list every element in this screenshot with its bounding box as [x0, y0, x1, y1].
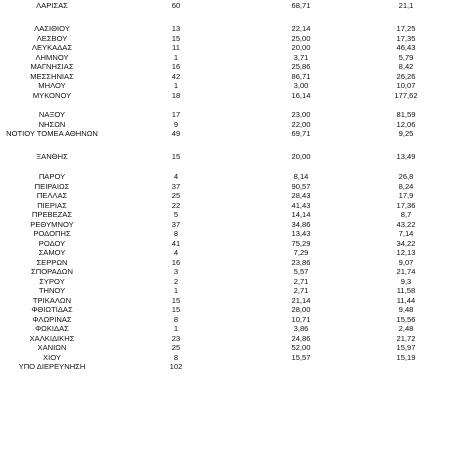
change-value: 11,58	[396, 286, 416, 295]
region-name: ΠΕΙΡΑΙΩΣ	[34, 181, 70, 191]
table-row	[0, 1, 453, 11]
case-count: 8	[173, 352, 179, 362]
table-row	[0, 129, 453, 139]
table-row	[0, 201, 453, 211]
table-row	[0, 62, 453, 72]
table-row	[0, 305, 453, 315]
rate-value: 41,43	[291, 200, 311, 210]
table-row	[0, 152, 453, 162]
change-value: 7,14	[398, 229, 414, 238]
case-count: 8	[173, 314, 179, 324]
table-row	[0, 324, 453, 334]
change-value: 9,3	[400, 276, 412, 286]
case-count: 102	[169, 362, 183, 371]
table-row	[0, 191, 453, 201]
change-value: 13,49	[396, 152, 416, 161]
region-name: ΜΥΚΟΝΟΥ	[32, 90, 72, 100]
region-name: ΛΑΡΙΣΑΣ	[36, 1, 68, 10]
rate-value: 34,86	[291, 219, 311, 229]
rate-value: 22,14	[291, 24, 311, 33]
change-value: 9,25	[398, 129, 414, 138]
case-count: 22	[171, 200, 181, 210]
rate-value: 20,00	[291, 152, 311, 161]
region-name: ΝΗΣΩΝ	[38, 119, 66, 129]
case-count: 1	[173, 286, 179, 295]
table-row	[0, 277, 453, 287]
case-count: 25	[171, 191, 181, 200]
region-name: ΦΘΙΩΤΙΔΑΣ	[31, 305, 73, 314]
region-name: ΞΑΝΘΗΣ	[36, 152, 68, 161]
change-value: 9,07	[398, 257, 414, 267]
change-value: 17,36	[396, 200, 416, 210]
case-count: 23	[171, 333, 181, 343]
case-count: 37	[171, 219, 181, 229]
change-value: 11,44	[396, 295, 416, 305]
region-name: ΛΑΣΙΘΙΟΥ	[34, 24, 70, 33]
change-value: 10,07	[396, 81, 416, 90]
region-name: ΤΡΙΚΑΛΩΝ	[32, 295, 72, 305]
case-count: 60	[171, 1, 181, 10]
rate-value: 75,29	[291, 238, 311, 248]
rate-value: 14,14	[291, 210, 311, 219]
case-count: 13	[171, 24, 181, 33]
table-row	[0, 24, 453, 34]
table-row	[0, 334, 453, 344]
region-name: ΝΟΤΙΟΥ ΤΟΜΕΑ ΑΘΗΝΩΝ	[6, 129, 98, 138]
change-value: 15,19	[396, 352, 416, 362]
case-count: 15	[171, 305, 181, 314]
change-value: 26,8	[398, 172, 414, 181]
change-value: 26,26	[396, 71, 416, 81]
table-row	[0, 229, 453, 239]
case-count: 49	[171, 129, 181, 138]
rate-value: 20,00	[291, 43, 311, 52]
rate-value: 2,71	[293, 276, 309, 286]
region-name: ΡΕΘΥΜΝΟΥ	[30, 219, 74, 229]
region-name: ΛΕΥΚΑΔΑΣ	[31, 43, 73, 52]
table-row	[0, 267, 453, 277]
table-row	[0, 248, 453, 258]
table-row	[0, 315, 453, 325]
case-count: 11	[172, 43, 180, 52]
rate-value: 68,71	[291, 1, 311, 10]
region-name: ΤΗΝΟΥ	[38, 286, 66, 295]
case-count: 17	[171, 110, 181, 119]
case-count: 1	[173, 81, 179, 90]
change-value: 46,43	[396, 43, 416, 52]
case-count: 42	[171, 71, 181, 81]
change-value: 12,13	[396, 248, 416, 257]
table-row	[0, 72, 453, 82]
table-row	[0, 91, 453, 101]
case-count: 15	[171, 295, 181, 305]
region-name: ΣΑΜΟΥ	[38, 248, 66, 257]
table-row	[0, 286, 453, 296]
case-count: 4	[173, 172, 179, 181]
region-name: ΜΗΛΟΥ	[38, 81, 66, 90]
table-row	[0, 182, 453, 192]
region-name: ΦΛΩΡΙΝΑΣ	[32, 314, 72, 324]
region-name: ΠΑΡΟΥ	[38, 172, 66, 181]
table-row	[0, 258, 453, 268]
change-value: 17,9	[398, 191, 414, 200]
region-name: ΝΑΞΟΥ	[38, 110, 66, 119]
rate-value: 8,14	[293, 172, 309, 181]
case-count: 15	[171, 152, 181, 161]
region-name: ΜΕΣΣΗΝΙΑΣ	[30, 71, 74, 81]
region-name: ΜΑΓΝΗΣΙΑΣ	[30, 62, 74, 71]
table-row	[0, 43, 453, 53]
change-value: 81,59	[396, 110, 416, 119]
change-value: 17,35	[396, 33, 416, 43]
table-row	[0, 210, 453, 220]
case-count: 5	[173, 210, 179, 219]
region-name: ΛΗΜΝΟΥ	[35, 52, 69, 62]
region-name: ΦΩΚΙΔΑΣ	[35, 324, 69, 333]
rate-value: 69,71	[291, 129, 311, 138]
region-name: ΧΙΟΥ	[43, 352, 61, 362]
case-count: 1	[173, 324, 179, 333]
case-count: 3	[173, 267, 179, 276]
case-count: 16	[171, 62, 181, 71]
table-row	[0, 353, 453, 363]
region-name: ΧΑΛΚΙΔΙΚΗΣ	[29, 333, 75, 343]
region-name: ΡΟΔΟΠΗΣ	[33, 229, 71, 238]
region-name: ΥΠΟ ΔΙΕΡΕΥΝΗΣΗ	[18, 362, 86, 371]
case-count: 8	[173, 229, 179, 238]
case-count: 15	[171, 33, 181, 43]
region-name: ΡΟΔΟΥ	[38, 238, 66, 248]
table-row	[0, 343, 453, 353]
rate-value: 2,71	[293, 286, 309, 295]
case-count: 2	[173, 276, 179, 286]
case-count: 9	[173, 119, 179, 129]
rate-value: 16,14	[291, 90, 311, 100]
rate-value: 28,00	[291, 305, 311, 314]
rate-value: 90,57	[291, 181, 311, 191]
rate-value: 21,14	[291, 295, 311, 305]
case-count: 16	[171, 257, 181, 267]
case-count: 18	[171, 90, 181, 100]
rate-value: 52,00	[291, 343, 311, 352]
case-count: 4	[173, 248, 179, 257]
rate-value: 23,86	[291, 257, 311, 267]
change-value: 21,74	[396, 267, 416, 276]
change-value: 8,42	[398, 62, 414, 71]
region-name: ΣΕΡΡΩΝ	[36, 257, 68, 267]
change-value: 9,48	[398, 305, 414, 314]
table-row	[0, 81, 453, 91]
rate-value: 5,57	[293, 267, 309, 276]
table-row	[0, 172, 453, 182]
change-value: 8,24	[398, 181, 414, 191]
region-name: ΣΥΡΟΥ	[39, 276, 65, 286]
rate-value: 25,00	[291, 33, 311, 43]
change-value: 21,1	[398, 1, 414, 10]
table-row	[0, 239, 453, 249]
change-value: 15,97	[396, 343, 416, 352]
table-row	[0, 296, 453, 306]
case-count: 41	[171, 238, 181, 248]
rate-value: 22,00	[291, 119, 311, 129]
rate-value: 28,43	[291, 191, 311, 200]
table-row	[0, 34, 453, 44]
rate-value: 23,00	[291, 110, 311, 119]
table-row	[0, 362, 453, 372]
table-row	[0, 110, 453, 120]
rate-value: 3,00	[293, 81, 309, 90]
table-row	[0, 120, 453, 130]
change-value: 2,48	[398, 324, 414, 333]
rate-value: 86,71	[291, 71, 311, 81]
case-count: 37	[171, 181, 181, 191]
change-value: 17,25	[396, 24, 416, 33]
region-name: ΧΑΝΙΩΝ	[37, 343, 67, 352]
change-value: 15,56	[396, 314, 416, 324]
change-value: 43,22	[396, 219, 416, 229]
rate-value: 15,57	[291, 352, 311, 362]
region-name: ΠΕΛΛΑΣ	[36, 191, 68, 200]
rate-value: 25,86	[291, 62, 311, 71]
case-count: 1	[173, 52, 179, 62]
table-row	[0, 220, 453, 230]
rate-value: 3,71	[293, 52, 309, 62]
region-name: ΠΙΕΡΙΑΣ	[37, 200, 67, 210]
change-value: 8,7	[400, 210, 412, 219]
rate-value: 13,43	[291, 229, 311, 238]
region-name: ΛΕΣΒΟΥ	[36, 33, 68, 43]
rate-value: 7,29	[293, 248, 309, 257]
rate-value: 24,86	[291, 333, 311, 343]
rate-value: 3,86	[293, 324, 309, 333]
region-name: ΠΡΕΒΕΖΑΣ	[31, 210, 73, 219]
change-value: 12,06	[396, 119, 416, 129]
region-name: ΣΠΟΡΑΔΩΝ	[31, 267, 73, 276]
change-value: 34,22	[396, 238, 416, 248]
table-row	[0, 53, 453, 63]
change-value: 5,79	[398, 52, 414, 62]
rate-value: 10,71	[291, 314, 311, 324]
change-value: 21,72	[396, 333, 416, 343]
change-value: 177,62	[394, 90, 418, 100]
case-count: 25	[171, 343, 181, 352]
